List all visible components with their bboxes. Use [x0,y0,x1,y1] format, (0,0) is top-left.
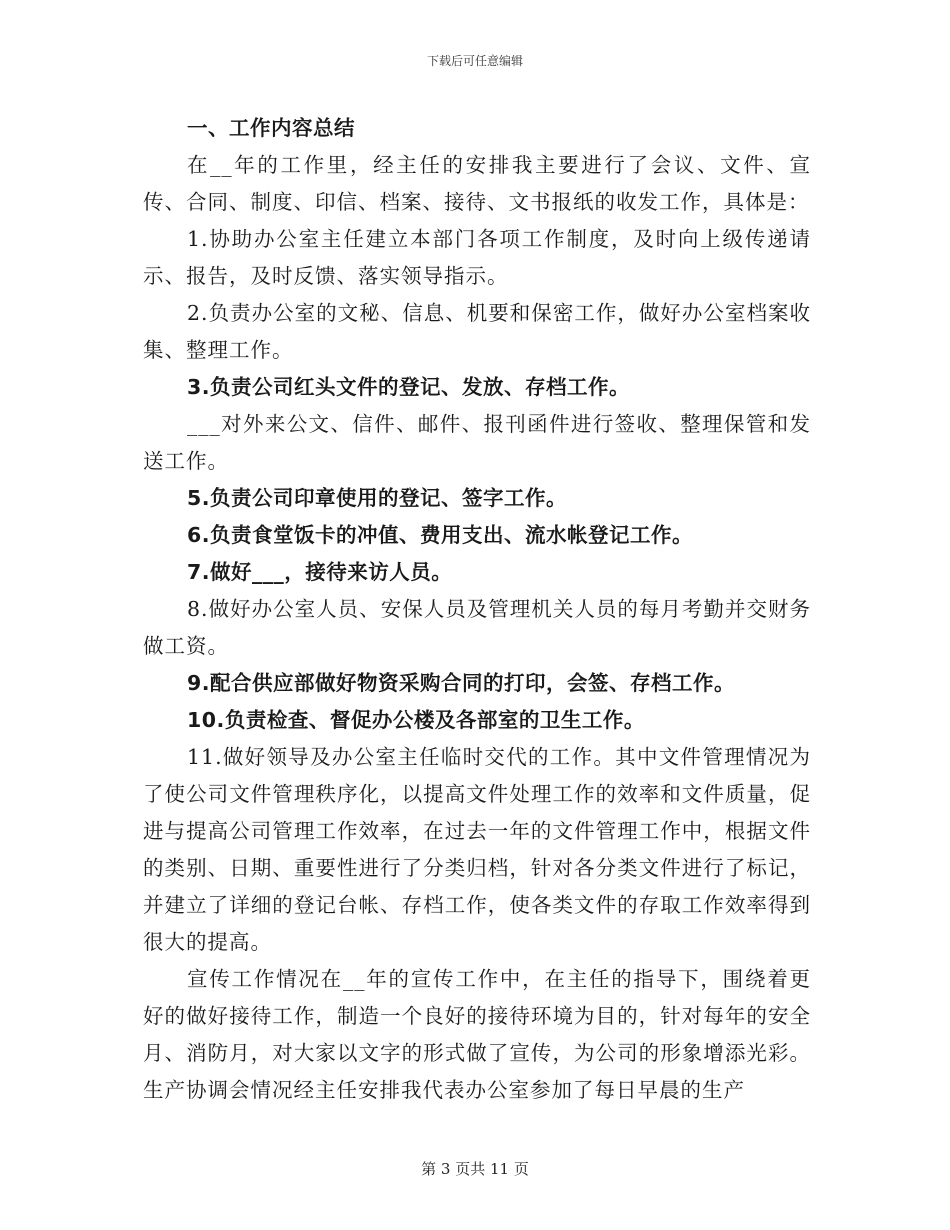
list-item: 7.做好___，接待来访人员。 [187,560,453,584]
paragraph: 宣传工作情况在__年的宣传工作中，在主任的指导下，围绕着更好的做好接待工作，制造一个良好的接待环境为目的，针对每年的安全月、消防月，对大家以文字的形式做了宣传，为公司的形象增添光彩。生产协调会情况经主任安排我代表办公室参加了每日早晨的生产 [143,967,811,1102]
document-body [143,110,811,1109]
paragraph: 在__年的工作里，经主任的安排我主要进行了会议、文件、宣传、合同、制度、印信、档案、接待、文书报纸的收发工作，具体是： [143,153,811,214]
list-item: ___对外来公文、信件、邮件、报刊函件进行签收、整理保管和发送工作。 [143,412,811,473]
section-heading: 一、工作内容总结 [187,116,355,140]
list-item: 2.负责办公室的文秘、信息、机要和保密工作，做好办公室档案收集、整理工作。 [143,301,811,362]
list-item: 6.负责食堂饭卡的冲值、费用支出、流水帐登记工作。 [187,523,694,547]
list-item: 8.做好办公室人员、安保人员及管理机关人员的每月考勤并交财务做工资。 [143,597,811,658]
list-item: 9.配合供应部做好物资采购合同的打印，会签、存档工作。 [187,671,736,695]
header-note: 下载后可任意编辑 [426,54,523,68]
list-item: 1.协助办公室主任建立本部门各项工作制度，及时向上级传递请示、报告，及时反馈、落实领导指示。 [143,227,811,288]
list-item: 5.负责公司印章使用的登记、签字工作。 [187,486,568,510]
page-number: 第 3 页共 11 页 [421,1160,529,1178]
list-item: 10.负责检查、督促办公楼及各部室的卫生工作。 [187,708,645,732]
list-item: 11.做好领导及办公室主任临时交代的工作。其中文件管理情况为了使公司文件管理秩序化，以提高文件处理工作的效率和文件质量，促进与提高公司管理工作效率，在过去一年的文件管理工作中，根据文件的类别、日期、重要性进行了分类归档，针对各分类文件进行了标记，并建立了详细的登记台帐、存档工作，使各类文件的存取工作效率得到很大的提高。 [143,745,811,954]
list-item: 3.负责公司红头文件的登记、发放、存档工作。 [187,375,631,399]
